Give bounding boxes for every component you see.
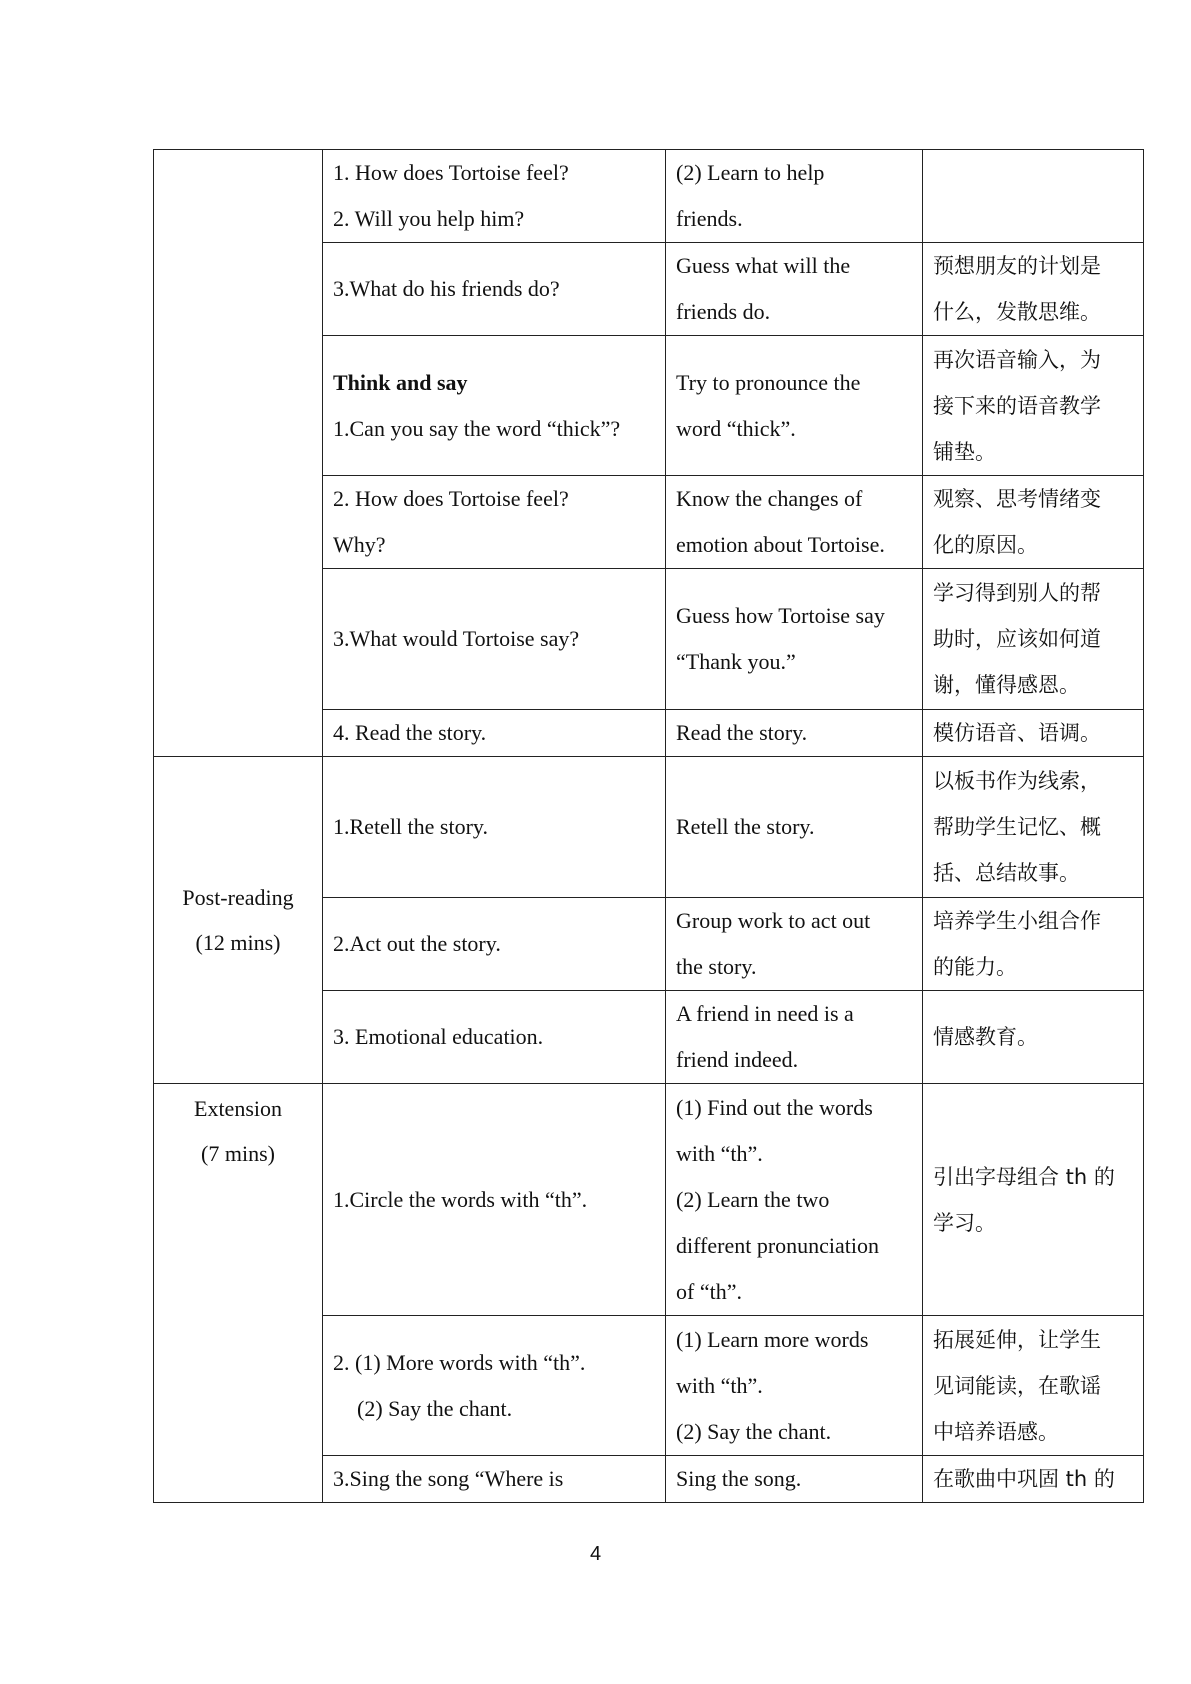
student-line: word “thick”. xyxy=(676,415,796,441)
activity-line: (2) Say the chant. xyxy=(357,1395,513,1421)
student-line: (2) Learn to help xyxy=(676,160,825,185)
purpose-line: 什么，发散思维。 xyxy=(933,300,1101,324)
activity-line: 2. (1) More words with “th”. xyxy=(333,1349,586,1375)
activity-cell xyxy=(323,150,666,243)
student-cell xyxy=(666,569,923,710)
student-line: Know the changes of xyxy=(676,486,863,511)
student-line: Sing the song. xyxy=(676,1466,802,1491)
purpose-line: 观察、思考情绪变 xyxy=(933,487,1101,511)
student-line: Retell the story. xyxy=(676,814,815,839)
purpose-line: 模仿语音、语调。 xyxy=(933,721,1101,745)
purpose-cell xyxy=(923,569,1144,710)
student-cell xyxy=(666,991,923,1084)
purpose-line: 接下来的语音教学 xyxy=(933,393,1101,418)
lesson-plan-table xyxy=(153,149,1144,1503)
page-number: 4 xyxy=(589,1543,602,1565)
student-line: different pronunciation xyxy=(676,1232,880,1258)
student-cell xyxy=(666,757,923,898)
activity-line: 1. How does Tortoise feel? xyxy=(333,160,569,185)
purpose-line: 情感教育。 xyxy=(933,1025,1038,1049)
activity-cell xyxy=(323,1316,666,1456)
student-line: (1) Find out the words xyxy=(676,1094,873,1120)
stage-cell-continued xyxy=(154,150,323,757)
student-line: Read the story. xyxy=(676,720,808,745)
activity-cell xyxy=(323,476,666,569)
purpose-cell xyxy=(923,243,1144,336)
purpose-line: 培养学生小组合作 xyxy=(933,909,1101,933)
purpose-line: 在歌曲中巩固 th 的 xyxy=(933,1467,1115,1491)
student-line: Guess how Tortoise say xyxy=(676,603,885,628)
table-row xyxy=(154,150,1144,243)
activity-line: 1.Circle the words with “th”. xyxy=(333,1186,588,1212)
activity-cell xyxy=(323,710,666,757)
activity-cell xyxy=(323,243,666,336)
stage-cell-post-reading xyxy=(154,757,323,1084)
activity-cell xyxy=(323,757,666,898)
student-line: (2) Learn the two xyxy=(676,1186,830,1212)
student-cell xyxy=(666,1316,923,1456)
activity-line: Why? xyxy=(333,532,386,557)
activity-line: 4. Read the story. xyxy=(333,720,487,745)
stage-name: Post-reading xyxy=(182,885,294,910)
table-row xyxy=(154,757,1144,898)
student-line: the story. xyxy=(676,954,757,979)
activity-line: 1.Can you say the word “thick”? xyxy=(333,415,621,441)
activity-line: 2.Act out the story. xyxy=(333,931,501,956)
purpose-line: 铺垫。 xyxy=(933,439,996,464)
student-cell xyxy=(666,243,923,336)
student-line: A friend in need is a xyxy=(676,1001,854,1026)
activity-line: 3.What would Tortoise say? xyxy=(333,626,580,651)
student-line: Try to pronounce the xyxy=(676,369,861,395)
student-line: friends. xyxy=(676,206,743,231)
purpose-cell xyxy=(923,150,1144,243)
purpose-cell xyxy=(923,710,1144,757)
purpose-line: 帮助学生记忆、概 xyxy=(933,815,1101,839)
purpose-line: 预想朋友的计划是 xyxy=(933,254,1101,278)
student-line: (1) Learn more words xyxy=(676,1326,869,1352)
student-cell xyxy=(666,476,923,569)
student-cell xyxy=(666,150,923,243)
student-cell xyxy=(666,336,923,476)
activity-line: 2. Will you help him? xyxy=(333,206,525,231)
purpose-line: 学习。 xyxy=(933,1210,996,1235)
stage-time: (7 mins) xyxy=(201,1141,275,1166)
activity-line: 3. Emotional education. xyxy=(333,1024,544,1049)
activity-line: 3.What do his friends do? xyxy=(333,276,560,301)
student-line: friends do. xyxy=(676,299,771,324)
purpose-cell xyxy=(923,336,1144,476)
activity-cell xyxy=(323,569,666,710)
purpose-line: 化的原因。 xyxy=(933,533,1038,557)
purpose-line: 拓展延伸，让学生 xyxy=(933,1327,1101,1352)
purpose-cell xyxy=(923,1456,1144,1503)
purpose-line: 再次语音输入，为 xyxy=(933,347,1101,372)
purpose-cell xyxy=(923,1084,1144,1316)
student-line: (2) Say the chant. xyxy=(676,1418,832,1444)
purpose-cell xyxy=(923,757,1144,898)
student-cell xyxy=(666,1456,923,1503)
activity-cell xyxy=(323,898,666,991)
activity-line: 2. How does Tortoise feel? xyxy=(333,486,569,511)
purpose-cell xyxy=(923,898,1144,991)
purpose-line: 的能力。 xyxy=(933,955,1017,979)
activity-line: 1.Retell the story. xyxy=(333,814,488,839)
activity-cell xyxy=(323,336,666,476)
student-line: of “th”. xyxy=(676,1278,742,1304)
purpose-line: 学习得到别人的帮 xyxy=(933,581,1101,605)
purpose-cell xyxy=(923,476,1144,569)
student-cell xyxy=(666,1084,923,1316)
activity-cell xyxy=(323,991,666,1084)
student-line: Group work to act out xyxy=(676,908,871,933)
purpose-line: 见词能读，在歌谣 xyxy=(933,1373,1101,1398)
purpose-line: 括、总结故事。 xyxy=(933,861,1080,885)
table-row xyxy=(154,1084,1144,1316)
student-line: with “th”. xyxy=(676,1140,763,1166)
activity-cell xyxy=(323,1456,666,1503)
stage-cell-extension xyxy=(154,1084,323,1503)
stage-name: Extension xyxy=(194,1096,282,1121)
activity-line: 3.Sing the song “Where is xyxy=(333,1466,564,1491)
student-cell xyxy=(666,898,923,991)
student-line: emotion about Tortoise. xyxy=(676,532,885,557)
stage-time: (12 mins) xyxy=(195,930,281,955)
purpose-cell xyxy=(923,991,1144,1084)
activity-heading: Think and say xyxy=(333,369,468,395)
student-line: with “th”. xyxy=(676,1372,763,1398)
student-line: Guess what will the xyxy=(676,253,851,278)
purpose-line: 引出字母组合 th 的 xyxy=(933,1164,1115,1189)
purpose-cell xyxy=(923,1316,1144,1456)
purpose-line: 以板书作为线索， xyxy=(933,769,1101,793)
student-cell xyxy=(666,710,923,757)
purpose-line: 中培养语感。 xyxy=(933,1419,1059,1444)
activity-cell xyxy=(323,1084,666,1316)
purpose-line: 谢，懂得感恩。 xyxy=(933,673,1080,697)
student-line: “Thank you.” xyxy=(676,649,796,674)
student-line: friend indeed. xyxy=(676,1047,799,1072)
purpose-line: 助时，应该如何道 xyxy=(933,627,1101,651)
